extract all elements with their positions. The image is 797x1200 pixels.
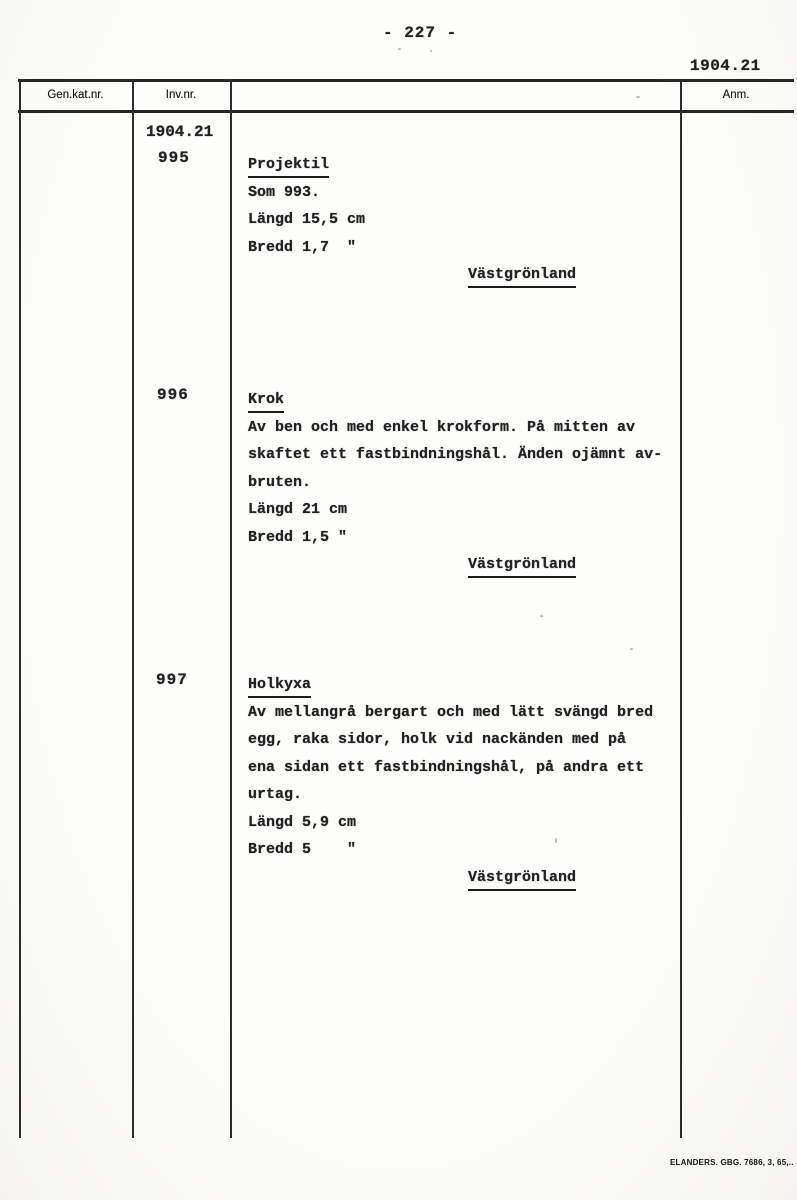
scan-speck (555, 838, 557, 843)
column-header-anm: Anm. (722, 89, 750, 101)
printer-imprint: ELANDERS. GBG. 7686, 3, 65,.. (670, 1158, 794, 1167)
entry-997-line: urtag. (248, 786, 303, 803)
table-divider-genkat-inv (132, 79, 134, 1138)
entry-997-provenance: Västgrönland (468, 867, 576, 891)
group-number: 1904.21 (146, 123, 214, 141)
entry-996-width: Bredd 1,5 " (248, 528, 348, 546)
entry-997-line: egg, raka sidor, holk vid nackänden med på (248, 731, 627, 748)
entry-997-width: Bredd 5 " (248, 841, 357, 858)
entry-996-title: Krok (248, 389, 284, 413)
scan-speck (398, 48, 401, 50)
entry-995 (248, 151, 718, 289)
column-header-inv-nr: Inv.nr. (165, 89, 197, 101)
entry-997-length: Längd 5,9 cm (248, 813, 357, 831)
catalog-reference: 1904.21 (690, 57, 761, 75)
scan-speck (540, 615, 543, 617)
scan-speck (636, 96, 640, 98)
entry-997-line: Av mellangrå bergart och med lätt svängd bred (248, 703, 654, 721)
inv-nr-996: 996 (157, 386, 189, 404)
entry-997 (248, 671, 718, 891)
entry-995-line: Som 993. (248, 183, 321, 201)
entry-996-line: Av ben och med enkel krokform. På mitten av (248, 418, 636, 436)
table-top-rule (18, 79, 794, 82)
entry-996 (248, 386, 718, 579)
entry-997-title: Holkyxa (248, 674, 311, 698)
scan-speck (630, 648, 633, 650)
inv-nr-995: 995 (158, 149, 190, 167)
entry-995-width: Bredd 1,7 " (248, 238, 357, 256)
entry-995-length: Längd 15,5 cm (248, 211, 366, 228)
entry-995-title: Projektil (248, 154, 329, 178)
table-left-border (19, 79, 21, 1138)
entry-996-line: bruten. (248, 473, 312, 491)
page-number: - 227 - (383, 24, 458, 42)
table-divider-inv-main (230, 79, 232, 1138)
entry-996-line: skaftet ett fastbindningshål. Änden ojämnt av- (248, 446, 663, 463)
column-header-gen-kat-nr: Gen.kat.nr. (47, 89, 104, 101)
inv-nr-997: 997 (156, 671, 188, 689)
entry-996-length: Längd 21 cm (248, 501, 348, 518)
scan-speck (430, 50, 432, 52)
entry-995-provenance: Västgrönland (468, 264, 576, 288)
entry-996-provenance: Västgrönland (468, 554, 576, 578)
entry-997-line: ena sidan ett fastbindningshål, på andra ett (248, 758, 645, 776)
table-header-rule (18, 110, 794, 113)
